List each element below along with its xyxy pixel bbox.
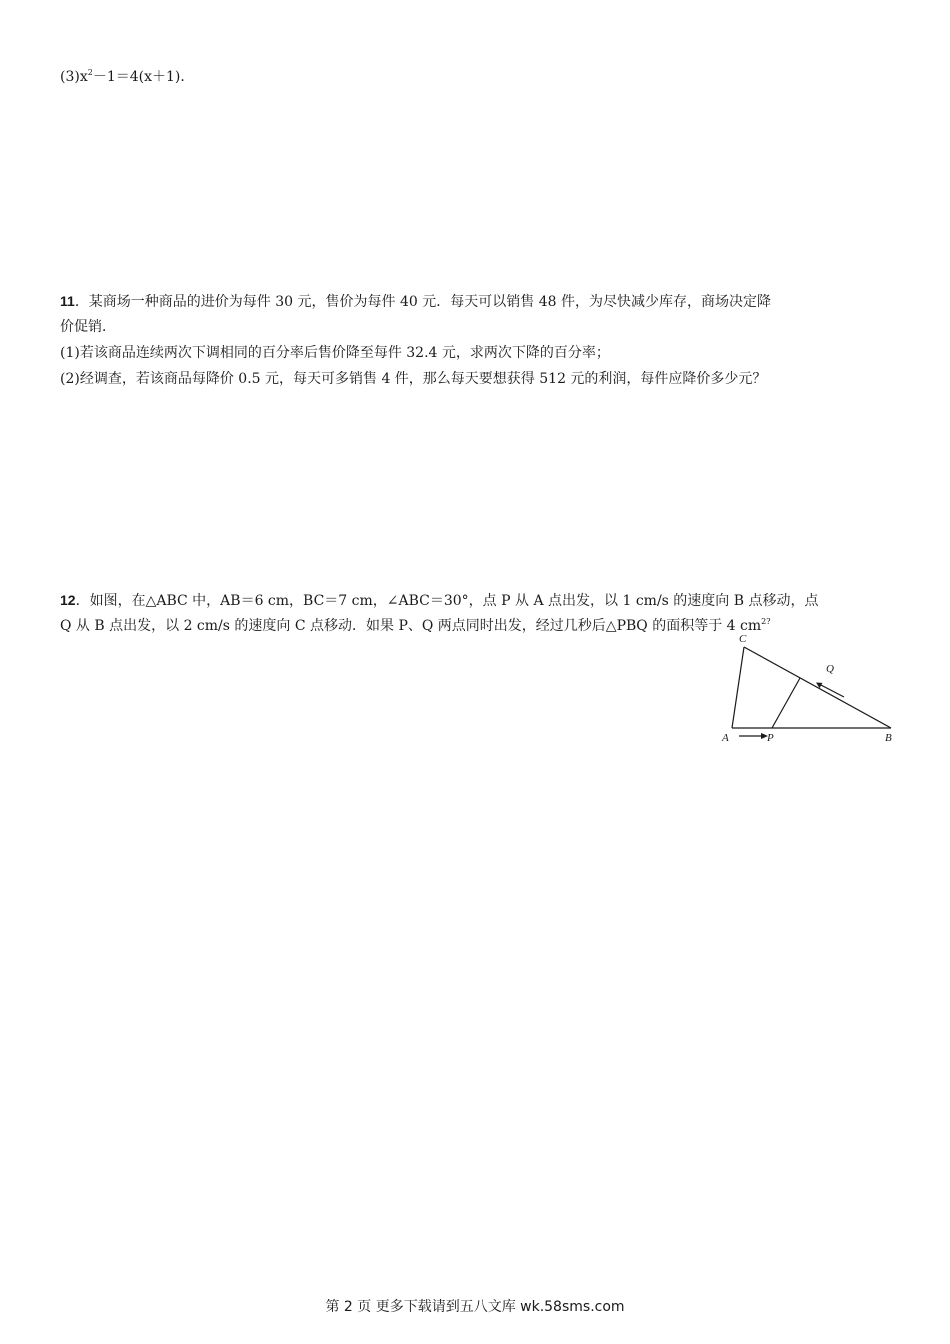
- equation-text-rest: －1＝4(x＋1)．: [92, 69, 195, 85]
- exponent: 2: [87, 68, 93, 77]
- question-number: 11: [60, 293, 75, 309]
- question-12-line-1: [60, 590, 818, 610]
- question-11-part-2: (2)经调查，若该商品每降价 0.5 元，每天可多销售 4 件，那么每天要想获得 512 元的利润，每件应降价多少元？: [60, 371, 767, 387]
- question-11-part-1: (1)若该商品连续两次下调相同的百分率后售价降至每件 32.4 元，求两次下降的百分率；: [60, 345, 610, 361]
- label-c: C: [739, 633, 747, 645]
- question-text: ．如图，在△ABC 中，AB＝6 cm，BC＝7 cm，∠ABC＝30°，点 P 从 A 点出发，以 1 cm/s 的速度向 B 点移动，点: [75, 593, 819, 609]
- label-b: B: [885, 732, 892, 744]
- question-11-line-1: [60, 291, 771, 311]
- label-p: P: [767, 732, 774, 744]
- equation-text: (3)x: [60, 69, 88, 85]
- question-12-line-2: [60, 615, 771, 635]
- page-footer: 第 2 页 更多下载请到五八文库 wk.58sms.com: [325, 1299, 625, 1315]
- question-11-line-2: 价促销．: [60, 319, 116, 335]
- question-text: Q 从 B 点出发，以 2 cm/s 的速度向 C 点移动．如果 P、Q 两点同时出发，经过几秒后△PBQ 的面积等于 4 cm: [60, 618, 762, 634]
- side-ac: [732, 647, 744, 728]
- label-a: A: [722, 732, 729, 744]
- label-q: Q: [826, 663, 834, 675]
- question-text: ．某商场一种商品的进价为每件 30 元，售价为每件 40 元．每天可以销售 48 件，为尽快减少库存，商场决定降: [74, 294, 771, 310]
- question-number: 12: [60, 592, 76, 608]
- exponent: 2?: [761, 617, 771, 626]
- segment-pq: [772, 678, 800, 728]
- side-bc: [744, 647, 891, 728]
- triangle-figure: [718, 630, 908, 750]
- question-10-part-3: [60, 66, 194, 86]
